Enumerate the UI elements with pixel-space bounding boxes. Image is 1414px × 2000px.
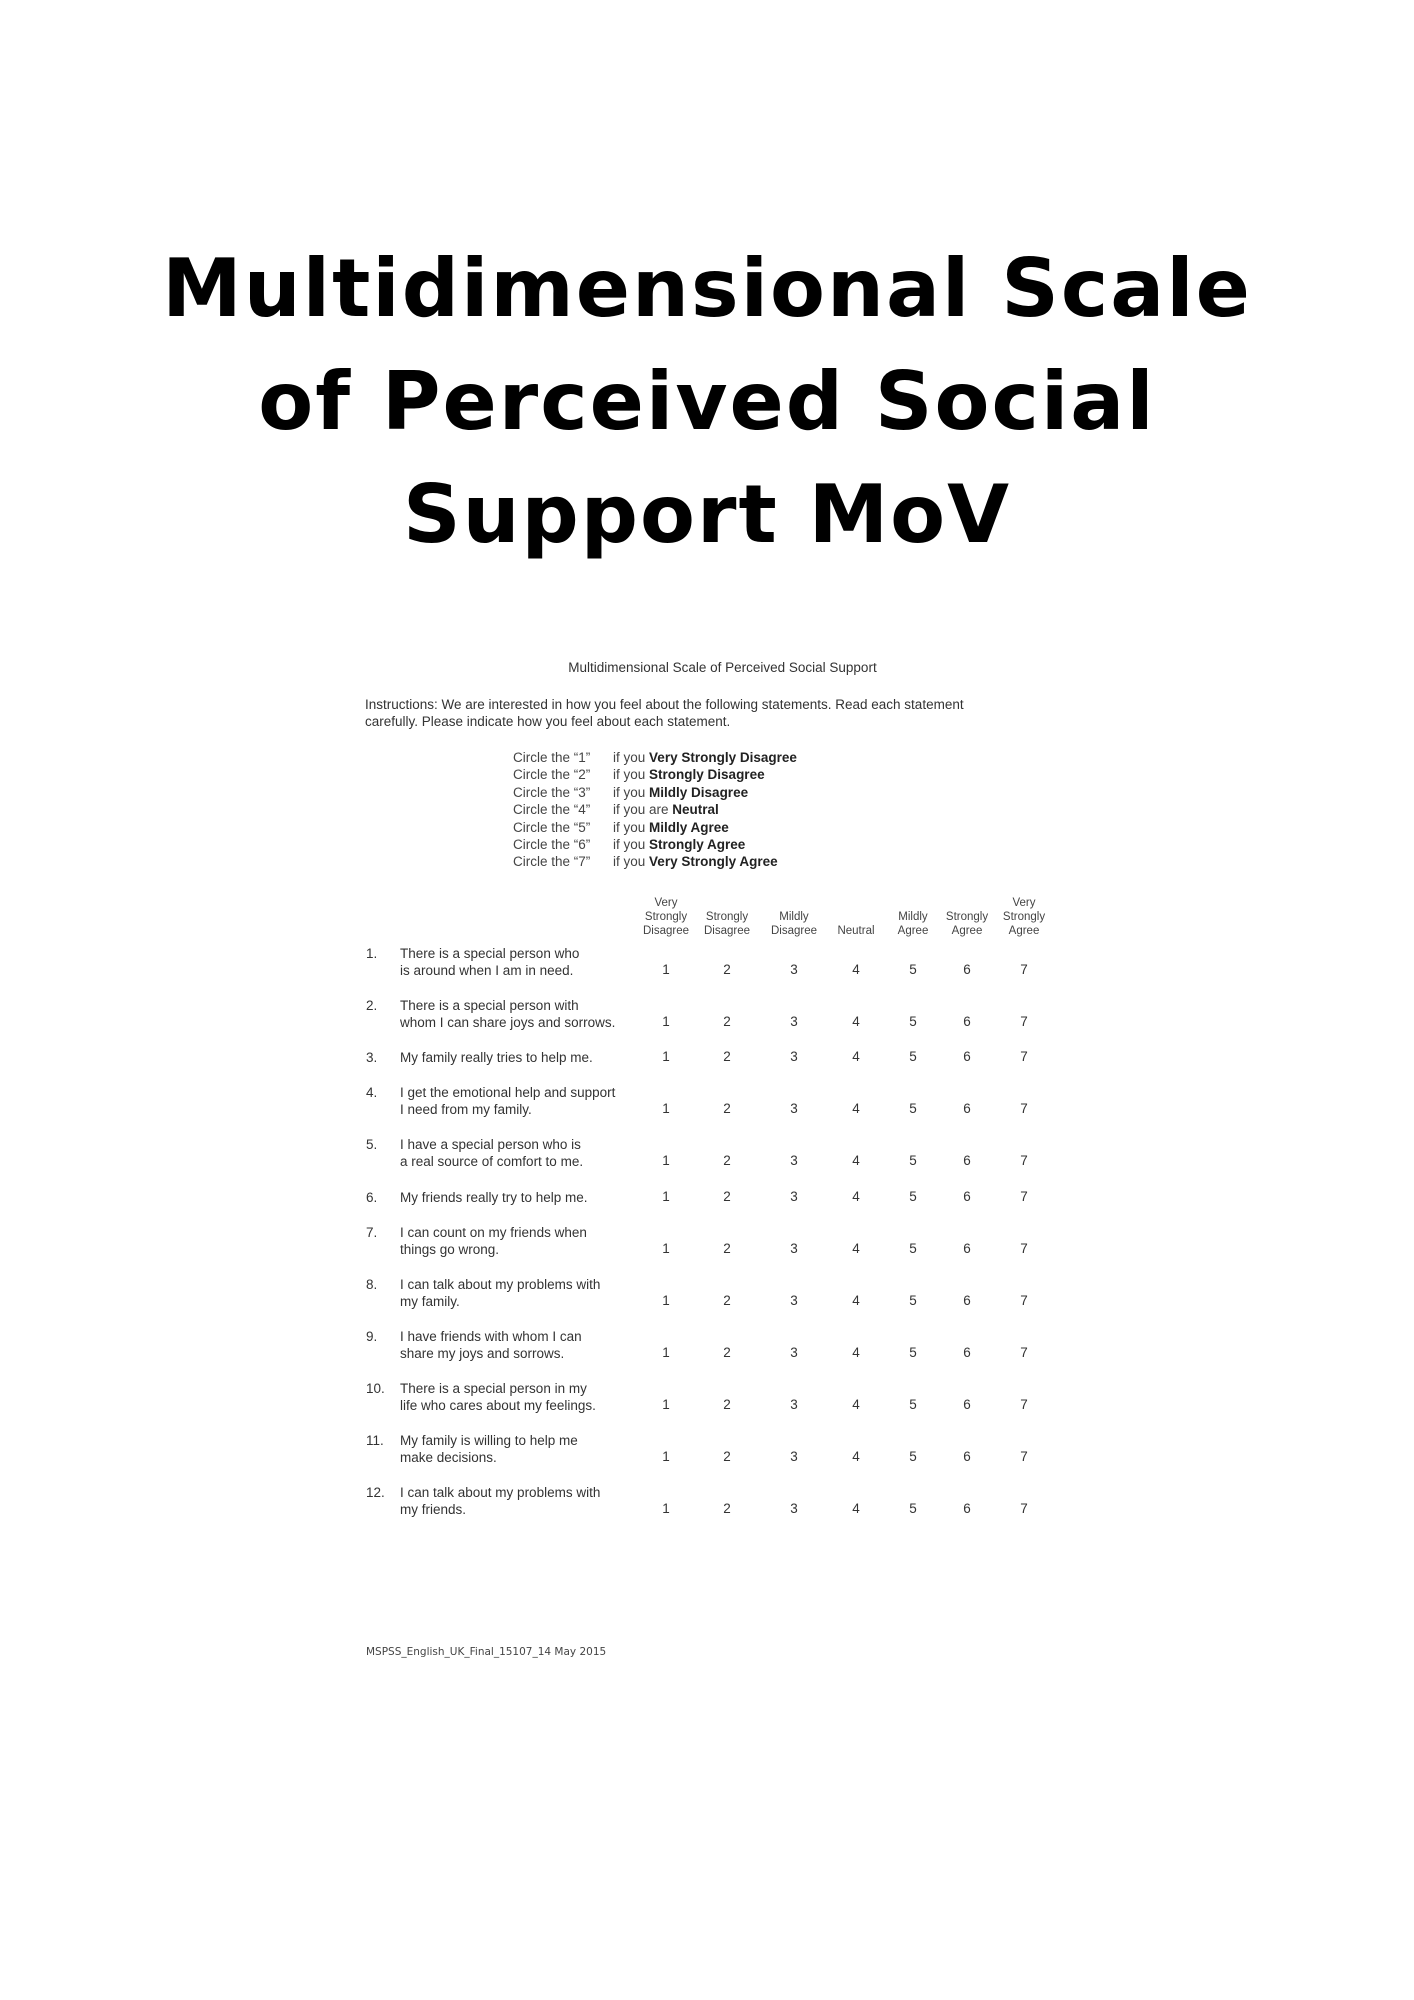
scale-option-3[interactable]: 3 [790,1449,798,1464]
legend-circle-label: Circle the “7” [513,854,591,870]
scale-option-3[interactable]: 3 [790,1189,798,1204]
column-header-line: Neutral [837,925,875,937]
scale-option-2[interactable]: 2 [723,1049,731,1064]
item-number: 3. [366,1050,378,1065]
scale-option-7[interactable]: 7 [1020,1014,1028,1029]
scale-option-5[interactable]: 5 [909,1189,917,1204]
item-number: 7. [366,1224,378,1240]
scale-option-7[interactable]: 7 [1020,1449,1028,1464]
scale-option-1[interactable]: 1 [662,1101,670,1116]
scale-option-6[interactable]: 6 [963,1014,971,1029]
scale-option-6[interactable]: 6 [963,1449,971,1464]
item-statement-line: I have friends with whom I can [400,1328,582,1344]
item-statement-line: My family is willing to help me [400,1432,578,1448]
legend-meaning: Mildly Agree [649,819,729,835]
scale-option-5[interactable]: 5 [909,1241,917,1256]
item-statement [400,1084,650,1119]
scale-option-6[interactable]: 6 [963,1049,971,1064]
scale-option-6[interactable]: 6 [963,1153,971,1168]
scale-option-6[interactable]: 6 [963,1293,971,1308]
scale-option-4[interactable]: 4 [852,1501,860,1516]
item-statement-line: a real source of comfort to me. [400,1154,584,1169]
item-statement [400,945,650,980]
legend-circle-label: Circle the “2” [513,767,591,783]
scale-option-6[interactable]: 6 [963,1501,971,1516]
scale-option-4[interactable]: 4 [852,1293,860,1308]
item-statement-line: I can talk about my problems with [400,1484,601,1500]
legend-row [513,784,797,801]
scale-option-1[interactable]: 1 [662,1153,670,1168]
scale-option-2[interactable]: 2 [723,1397,731,1412]
scale-option-4[interactable]: 4 [852,1189,860,1204]
scale-option-7[interactable]: 7 [1020,1049,1028,1064]
item-number: 2. [366,997,378,1013]
legend-circle-label: Circle the “3” [513,784,591,800]
item-statement [400,1380,650,1415]
scale-option-2[interactable]: 2 [723,1189,731,1204]
page-title-line: Multidimensional Scale [162,242,1252,335]
legend-meaning: Strongly Disagree [649,767,765,783]
scale-option-2[interactable]: 2 [723,1501,731,1516]
scale-option-4[interactable]: 4 [852,1049,860,1064]
item-number: 1. [366,945,378,961]
item-statement [400,1484,650,1519]
legend-meaning: Mildly Disagree [649,784,749,800]
legend-prefix: if you [613,784,646,800]
legend-row [513,819,797,836]
instructions-line: carefully. Please indicate how you feel about each statement. [365,714,731,729]
document-title: Multidimensional Scale of Perceived Social Support [568,660,877,675]
scale-option-1[interactable]: 1 [662,1049,670,1064]
legend-prefix: if you [613,837,646,853]
item-statement-line: make decisions. [400,1450,497,1465]
legend-circle-label: Circle the “4” [513,802,591,818]
item-number: 12. [366,1484,385,1500]
scale-option-3[interactable]: 3 [790,1397,798,1412]
scale-option-3[interactable]: 3 [790,1501,798,1516]
item-statement-line: I have a special person who is [400,1136,581,1152]
scale-option-1[interactable]: 1 [662,1241,670,1256]
column-header-line: Mildly [779,911,809,923]
column-header-line: Very [1012,897,1036,909]
column-header-line: Strongly [705,911,749,923]
scale-option-7[interactable]: 7 [1020,1345,1028,1360]
legend-row [513,853,797,870]
scale-option-5[interactable]: 5 [909,962,917,977]
scale-option-3[interactable]: 3 [790,1345,798,1360]
scale-option-2[interactable]: 2 [723,1153,731,1168]
item-number: 8. [366,1276,378,1292]
scale-option-1[interactable]: 1 [662,1501,670,1516]
scale-option-1[interactable]: 1 [662,1449,670,1464]
scale-option-7[interactable]: 7 [1020,1101,1028,1116]
item-statement-line: my friends. [400,1502,467,1517]
scale-option-2[interactable]: 2 [723,1241,731,1256]
scale-option-3[interactable]: 3 [790,1293,798,1308]
item-statement-line: My family really tries to help me. [400,1050,593,1065]
item-statement-line: whom I can share joys and sorrows. [400,1015,616,1030]
column-header-line: Disagree [642,925,690,937]
item-statement-line: life who cares about my feelings. [400,1398,596,1413]
scale-option-5[interactable]: 5 [909,1397,917,1412]
scale-option-1[interactable]: 1 [662,1189,670,1204]
column-header-line: Agree [951,925,983,937]
scale-option-7[interactable]: 7 [1020,1241,1028,1256]
item-number: 10. [366,1380,385,1396]
column-header-line: Mildly [898,911,928,923]
scale-option-4[interactable]: 4 [852,1101,860,1116]
scale-option-4[interactable]: 4 [852,1345,860,1360]
scale-option-7[interactable]: 7 [1020,1501,1028,1516]
scale-option-4[interactable]: 4 [852,1153,860,1168]
scale-option-4[interactable]: 4 [852,962,860,977]
legend-meaning: Neutral [672,802,719,818]
item-statement-line: I get the emotional help and support [400,1084,616,1100]
scale-option-7[interactable]: 7 [1020,1153,1028,1168]
column-header-line: Strongly [1002,911,1046,923]
column-header-line: Strongly [945,911,989,923]
legend-circle-label: Circle the “5” [513,819,591,835]
scale-option-2[interactable]: 2 [723,1014,731,1029]
scale-option-2[interactable]: 2 [723,1345,731,1360]
column-header-line: Very [654,897,678,909]
scale-option-1[interactable]: 1 [662,1014,670,1029]
scale-option-5[interactable]: 5 [909,1293,917,1308]
scale-option-1[interactable]: 1 [662,1397,670,1412]
scale-option-3[interactable]: 3 [790,1014,798,1029]
scale-option-5[interactable]: 5 [909,1501,917,1516]
legend-prefix: if you [613,767,646,783]
scale-option-6[interactable]: 6 [963,1101,971,1116]
page-title-line: Support MoV [402,468,1012,561]
item-number: 9. [366,1328,378,1344]
legend-prefix: if you [613,854,646,870]
scale-option-1[interactable]: 1 [662,1345,670,1360]
item-statement [400,1136,650,1171]
item-number: 6. [366,1190,378,1205]
item-statement-line: share my joys and sorrows. [400,1346,565,1361]
scale-option-3[interactable]: 3 [790,962,798,977]
scale-option-6[interactable]: 6 [963,1397,971,1412]
legend-row [513,801,797,818]
legend-row [513,766,797,783]
item-statement [400,997,650,1032]
scale-option-4[interactable]: 4 [852,1397,860,1412]
column-header-line: Disagree [703,925,751,937]
legend-circle-label: Circle the “6” [513,837,591,853]
scale-option-2[interactable]: 2 [723,962,731,977]
column-header [692,910,762,938]
scale-option-4[interactable]: 4 [852,1241,860,1256]
scale-option-1[interactable]: 1 [662,1293,670,1308]
scale-option-5[interactable]: 5 [909,1345,917,1360]
item-statement-line: I can talk about my problems with [400,1276,601,1292]
instructions-line: Instructions: We are interested in how you feel about the following statements. Read each statement [365,697,964,712]
scale-option-6[interactable]: 6 [963,1241,971,1256]
item-statement-line: things go wrong. [400,1242,500,1257]
scale-option-3[interactable]: 3 [790,1241,798,1256]
item-statement-line: There is a special person in my [400,1380,587,1396]
item-statement-line: I need from my family. [400,1102,532,1117]
legend-meaning: Very Strongly Agree [649,854,778,870]
scale-option-5[interactable]: 5 [909,1101,917,1116]
item-statement-line: There is a special person with [400,997,579,1013]
scale-option-2[interactable]: 2 [723,1449,731,1464]
scale-option-4[interactable]: 4 [852,1449,860,1464]
scale-option-3[interactable]: 3 [790,1101,798,1116]
item-statement [400,1049,650,1067]
column-header-line: Agree [897,925,929,937]
scale-option-1[interactable]: 1 [662,962,670,977]
legend-row [513,749,797,766]
legend-prefix: if you [613,819,646,835]
scale-option-5[interactable]: 5 [909,1049,917,1064]
scale-option-2[interactable]: 2 [723,1101,731,1116]
scale-option-5[interactable]: 5 [909,1014,917,1029]
item-statement [400,1328,650,1363]
scale-legend [513,749,797,871]
column-header-line: Agree [1008,925,1040,937]
legend-prefix: if you are [613,802,669,818]
column-header [989,896,1059,938]
item-number: 4. [366,1084,378,1100]
scale-option-6[interactable]: 6 [963,1189,971,1204]
scale-option-6[interactable]: 6 [963,1345,971,1360]
column-header-line: Disagree [770,925,818,937]
scale-option-2[interactable]: 2 [723,1293,731,1308]
legend-prefix: if you [613,750,646,765]
item-statement-line: my family. [400,1294,460,1309]
scale-option-4[interactable]: 4 [852,1014,860,1029]
scale-option-3[interactable]: 3 [790,1153,798,1168]
instructions [365,696,1065,730]
scale-option-7[interactable]: 7 [1020,962,1028,977]
column-header-line: Strongly [644,911,688,923]
scale-option-5[interactable]: 5 [909,1153,917,1168]
legend-row [513,836,797,853]
item-statement [400,1432,650,1467]
column-headers [0,888,1414,938]
column-header [759,910,829,938]
item-number: 5. [366,1136,378,1152]
scale-option-7[interactable]: 7 [1020,1189,1028,1204]
scale-option-7[interactable]: 7 [1020,1293,1028,1308]
document-footer: MSPSS_English_UK_Final_15107_14 May 2015 [366,1646,607,1658]
item-statement-line: is around when I am in need. [400,963,574,978]
item-number: 11. [366,1432,384,1448]
column-header [631,896,701,938]
scale-option-7[interactable]: 7 [1020,1397,1028,1412]
page-title-line: of Perceived Social [258,355,1156,448]
legend-meaning: Very Strongly Disagree [649,750,797,765]
item-statement [400,1276,650,1311]
scale-option-5[interactable]: 5 [909,1449,917,1464]
item-statement-line: There is a special person who [400,945,580,961]
legend-circle-label: Circle the “1” [513,750,591,765]
item-statement-line: My friends really try to help me. [400,1190,588,1205]
item-statement [400,1189,650,1207]
legend-meaning: Strongly Agree [649,837,746,853]
scale-option-6[interactable]: 6 [963,962,971,977]
scale-option-3[interactable]: 3 [790,1049,798,1064]
item-statement [400,1224,650,1259]
item-statement-line: I can count on my friends when [400,1224,587,1240]
